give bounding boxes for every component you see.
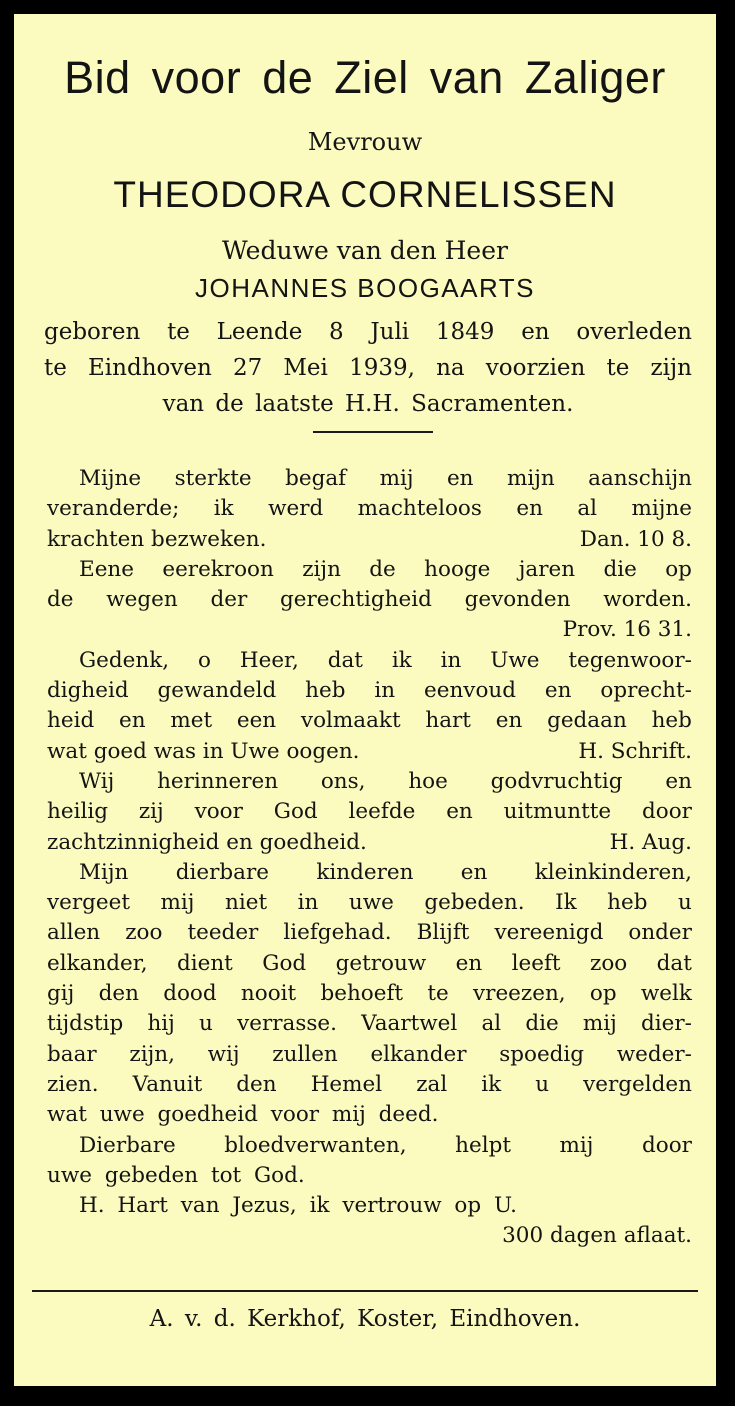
word: uwe bbox=[348, 890, 394, 916]
text-line bbox=[47, 1191, 692, 1221]
word: Gedenk, bbox=[79, 647, 170, 673]
word: geboren bbox=[44, 319, 141, 345]
word: oprecht- bbox=[600, 678, 692, 704]
husband-name: JOHANNES BOOGAARTS bbox=[194, 273, 536, 303]
word: volmaakt bbox=[300, 708, 401, 734]
printer-credit: A. v. d. Kerkhof, Koster, Eindhoven. bbox=[149, 1306, 581, 1332]
word: elkander, bbox=[47, 950, 148, 976]
widow-of-line: Weduwe van den Heer bbox=[222, 236, 508, 265]
word: kinderen bbox=[316, 859, 414, 885]
word: veranderde; bbox=[47, 496, 180, 522]
word: vreezen, bbox=[473, 981, 566, 1007]
word: Hemel bbox=[310, 1071, 383, 1097]
word: uwe gebeden tot God. bbox=[47, 1162, 305, 1188]
word: Vaartwel bbox=[361, 1011, 458, 1037]
deceased-name: THEODORA CORNELISSEN bbox=[113, 174, 617, 215]
word: u bbox=[199, 1011, 213, 1037]
word: God bbox=[273, 799, 318, 825]
word: u bbox=[535, 1071, 550, 1097]
word: hooge bbox=[424, 556, 491, 582]
word: en bbox=[544, 678, 572, 704]
word: heb bbox=[305, 678, 346, 704]
word: voor bbox=[194, 799, 243, 825]
word: mij bbox=[559, 1132, 594, 1158]
word: voorzien bbox=[485, 355, 586, 381]
memorial-card bbox=[14, 14, 716, 1386]
word: teeder bbox=[187, 920, 259, 946]
word: zachtzinnigheid en goedheid. bbox=[47, 829, 367, 855]
word: op bbox=[589, 981, 617, 1007]
text-line bbox=[47, 585, 692, 615]
word: Juli bbox=[370, 319, 410, 345]
word: tijdstip bbox=[47, 1011, 124, 1037]
word: wij bbox=[207, 1041, 240, 1067]
text-line bbox=[47, 979, 692, 1009]
word: met bbox=[170, 708, 213, 734]
text-line bbox=[47, 464, 692, 494]
word: krachten bezweken. bbox=[47, 526, 267, 552]
word: werd bbox=[268, 496, 324, 522]
word: wegen bbox=[106, 587, 178, 613]
word: mij bbox=[582, 1011, 617, 1037]
text-line bbox=[47, 615, 692, 645]
word: elkander bbox=[370, 1041, 467, 1067]
word: Leende bbox=[216, 319, 303, 345]
text-line bbox=[47, 494, 692, 524]
word: een bbox=[236, 708, 277, 734]
word: heb bbox=[607, 890, 648, 916]
word: Eindhoven bbox=[88, 355, 212, 381]
text-line bbox=[47, 1221, 692, 1251]
word: spoedig bbox=[499, 1041, 585, 1067]
word: door bbox=[641, 799, 692, 825]
word: aanschijn bbox=[588, 466, 692, 491]
text-line bbox=[47, 676, 692, 706]
life-dates-block bbox=[44, 314, 692, 422]
word: verrasse. bbox=[237, 1011, 337, 1037]
word: de bbox=[369, 556, 396, 582]
word: en bbox=[455, 950, 483, 976]
word: heilig bbox=[47, 799, 108, 825]
word: Mijn bbox=[79, 859, 129, 885]
word: den bbox=[98, 981, 139, 1007]
text-line bbox=[47, 555, 692, 585]
word: in bbox=[374, 678, 396, 704]
word: ons, bbox=[320, 768, 366, 794]
word: der bbox=[210, 587, 248, 613]
word: Dierbare bbox=[79, 1132, 176, 1158]
text-line bbox=[47, 888, 692, 918]
word: jaren bbox=[518, 556, 576, 582]
word: zij bbox=[138, 799, 164, 825]
word: mij bbox=[379, 466, 414, 491]
word: niet bbox=[225, 890, 268, 916]
word: overleden bbox=[576, 319, 692, 345]
text-line bbox=[47, 1131, 692, 1161]
word: zal bbox=[416, 1071, 448, 1097]
text-line bbox=[47, 828, 692, 858]
word: 8 bbox=[329, 319, 344, 345]
word: 27 bbox=[232, 355, 263, 381]
word: 300 dagen aflaat. bbox=[502, 1223, 692, 1249]
word: allen bbox=[47, 920, 101, 946]
word: gedaan bbox=[547, 708, 627, 734]
word: te bbox=[427, 981, 449, 1007]
word: kleinkinderen, bbox=[534, 859, 692, 885]
text-line bbox=[47, 949, 692, 979]
life-line bbox=[44, 314, 692, 350]
word: dat bbox=[327, 647, 363, 673]
word: helpt bbox=[455, 1132, 511, 1158]
word: Heer, bbox=[239, 647, 299, 673]
word: vergelden bbox=[583, 1071, 692, 1097]
text-line bbox=[47, 646, 692, 676]
word: Dan. 10 8. bbox=[579, 526, 692, 552]
word: in bbox=[297, 890, 319, 916]
word: sterkte bbox=[174, 466, 252, 491]
word: nooit bbox=[240, 981, 297, 1007]
word: Uwe bbox=[490, 647, 540, 673]
word: worden. bbox=[603, 587, 692, 613]
word: dier- bbox=[641, 1011, 692, 1037]
word: gevonden bbox=[464, 587, 571, 613]
word: heb bbox=[651, 708, 692, 734]
word: eenvoud bbox=[424, 678, 517, 704]
word: die bbox=[525, 1011, 559, 1037]
word: en bbox=[495, 708, 523, 734]
word: vereenigd bbox=[494, 920, 604, 946]
word: na bbox=[436, 355, 465, 381]
word: en bbox=[446, 799, 473, 825]
word: zullen bbox=[272, 1041, 338, 1067]
word: herinneren bbox=[157, 768, 279, 794]
word: Wij bbox=[79, 768, 115, 794]
word: al bbox=[481, 1011, 502, 1037]
word: mijne bbox=[631, 496, 692, 522]
word: die bbox=[603, 556, 637, 582]
word: en bbox=[521, 319, 550, 345]
text-line bbox=[47, 767, 692, 797]
word: te bbox=[167, 319, 190, 345]
word: getrouw bbox=[335, 950, 427, 976]
word: te bbox=[44, 355, 67, 381]
text-line bbox=[47, 737, 692, 767]
word: godvruchtig bbox=[490, 768, 623, 794]
word: tegenwoor- bbox=[568, 647, 692, 673]
word: al bbox=[577, 496, 598, 522]
word: vergeet bbox=[47, 890, 130, 916]
word: ik bbox=[481, 1071, 502, 1097]
word: zijn, bbox=[129, 1041, 175, 1067]
divider-short bbox=[313, 431, 433, 433]
word: uitmuntte bbox=[503, 799, 612, 825]
word: door bbox=[642, 1132, 692, 1158]
word: H. Aug. bbox=[609, 829, 692, 855]
word: dierbare bbox=[175, 859, 269, 885]
word: welk bbox=[640, 981, 692, 1007]
word: mijn bbox=[506, 466, 555, 491]
word: hij bbox=[147, 1011, 175, 1037]
word: weder- bbox=[616, 1041, 692, 1067]
text-line bbox=[47, 1100, 692, 1130]
word: dood bbox=[163, 981, 217, 1007]
word: en bbox=[665, 768, 692, 794]
word: te bbox=[606, 355, 630, 381]
word: zijn bbox=[302, 556, 341, 582]
word: zoo bbox=[125, 920, 163, 946]
word: bloedverwanten, bbox=[224, 1132, 407, 1158]
word: Vanuit bbox=[132, 1071, 203, 1097]
word: zien. bbox=[47, 1071, 99, 1097]
word: en bbox=[516, 496, 543, 522]
text-line bbox=[47, 797, 692, 827]
word: onder bbox=[628, 920, 692, 946]
word: God bbox=[262, 950, 307, 976]
word: van de laatste H.H. Sacramenten. bbox=[162, 391, 574, 417]
text-line bbox=[47, 1070, 692, 1100]
text-line bbox=[47, 1040, 692, 1070]
word: hart bbox=[425, 708, 471, 734]
word: gij bbox=[47, 981, 75, 1007]
word: Ik bbox=[555, 890, 577, 916]
word: H. Schrift. bbox=[578, 738, 692, 764]
text-line bbox=[47, 918, 692, 948]
text-line bbox=[47, 706, 692, 736]
word: wat goed was in Uwe oogen. bbox=[47, 738, 360, 764]
word: Prov. 16 31. bbox=[562, 617, 692, 643]
word: heid bbox=[47, 708, 95, 734]
word: dat bbox=[656, 950, 692, 976]
text-line bbox=[47, 525, 692, 555]
word: op bbox=[665, 556, 692, 582]
word: den bbox=[236, 1071, 277, 1097]
word: gewandeld bbox=[157, 678, 277, 704]
word: en bbox=[446, 466, 474, 491]
word: behoeft bbox=[320, 981, 404, 1007]
text-line bbox=[47, 1009, 692, 1039]
word: dient bbox=[176, 950, 233, 976]
word: Mijne bbox=[79, 466, 142, 491]
word: de bbox=[47, 587, 74, 613]
word: en bbox=[118, 708, 146, 734]
text-line bbox=[47, 1161, 692, 1191]
text-line bbox=[47, 858, 692, 888]
word: hoe bbox=[408, 768, 448, 794]
word: ik bbox=[213, 496, 234, 522]
word: wat uwe goedheid voor mij deed. bbox=[47, 1102, 439, 1128]
word: H. Hart van Jezus, ik vertrouw op U. bbox=[79, 1193, 517, 1219]
word: leefde bbox=[348, 799, 416, 825]
word: 1939, bbox=[349, 355, 415, 381]
word: eerekroon bbox=[162, 556, 274, 582]
word: gerechtigheid bbox=[280, 587, 432, 613]
card-heading: Bid voor de Ziel van Zaliger bbox=[64, 52, 666, 103]
word: machteloos bbox=[357, 496, 482, 522]
word: u bbox=[678, 890, 692, 916]
word: Eene bbox=[79, 556, 134, 582]
word: zoo bbox=[590, 950, 628, 976]
word: in bbox=[440, 647, 462, 673]
word: gebeden. bbox=[424, 890, 525, 916]
word: liefgehad. bbox=[283, 920, 392, 946]
word: en bbox=[460, 859, 488, 885]
word: Blijft bbox=[416, 920, 470, 946]
word: o bbox=[198, 647, 211, 673]
word: digheid bbox=[47, 678, 129, 704]
word: baar bbox=[47, 1041, 97, 1067]
word: zijn bbox=[650, 355, 692, 381]
word: ik bbox=[391, 647, 412, 673]
prayer-text bbox=[47, 464, 692, 1252]
life-line bbox=[44, 350, 692, 386]
word: leeft bbox=[511, 950, 561, 976]
divider-bottom bbox=[32, 1290, 698, 1292]
word: begaf bbox=[285, 466, 347, 491]
word: mij bbox=[160, 890, 195, 916]
word: Mei bbox=[283, 355, 328, 381]
life-line bbox=[44, 386, 692, 422]
word: 1849 bbox=[435, 319, 495, 345]
salutation: Mevrouw bbox=[307, 128, 423, 156]
